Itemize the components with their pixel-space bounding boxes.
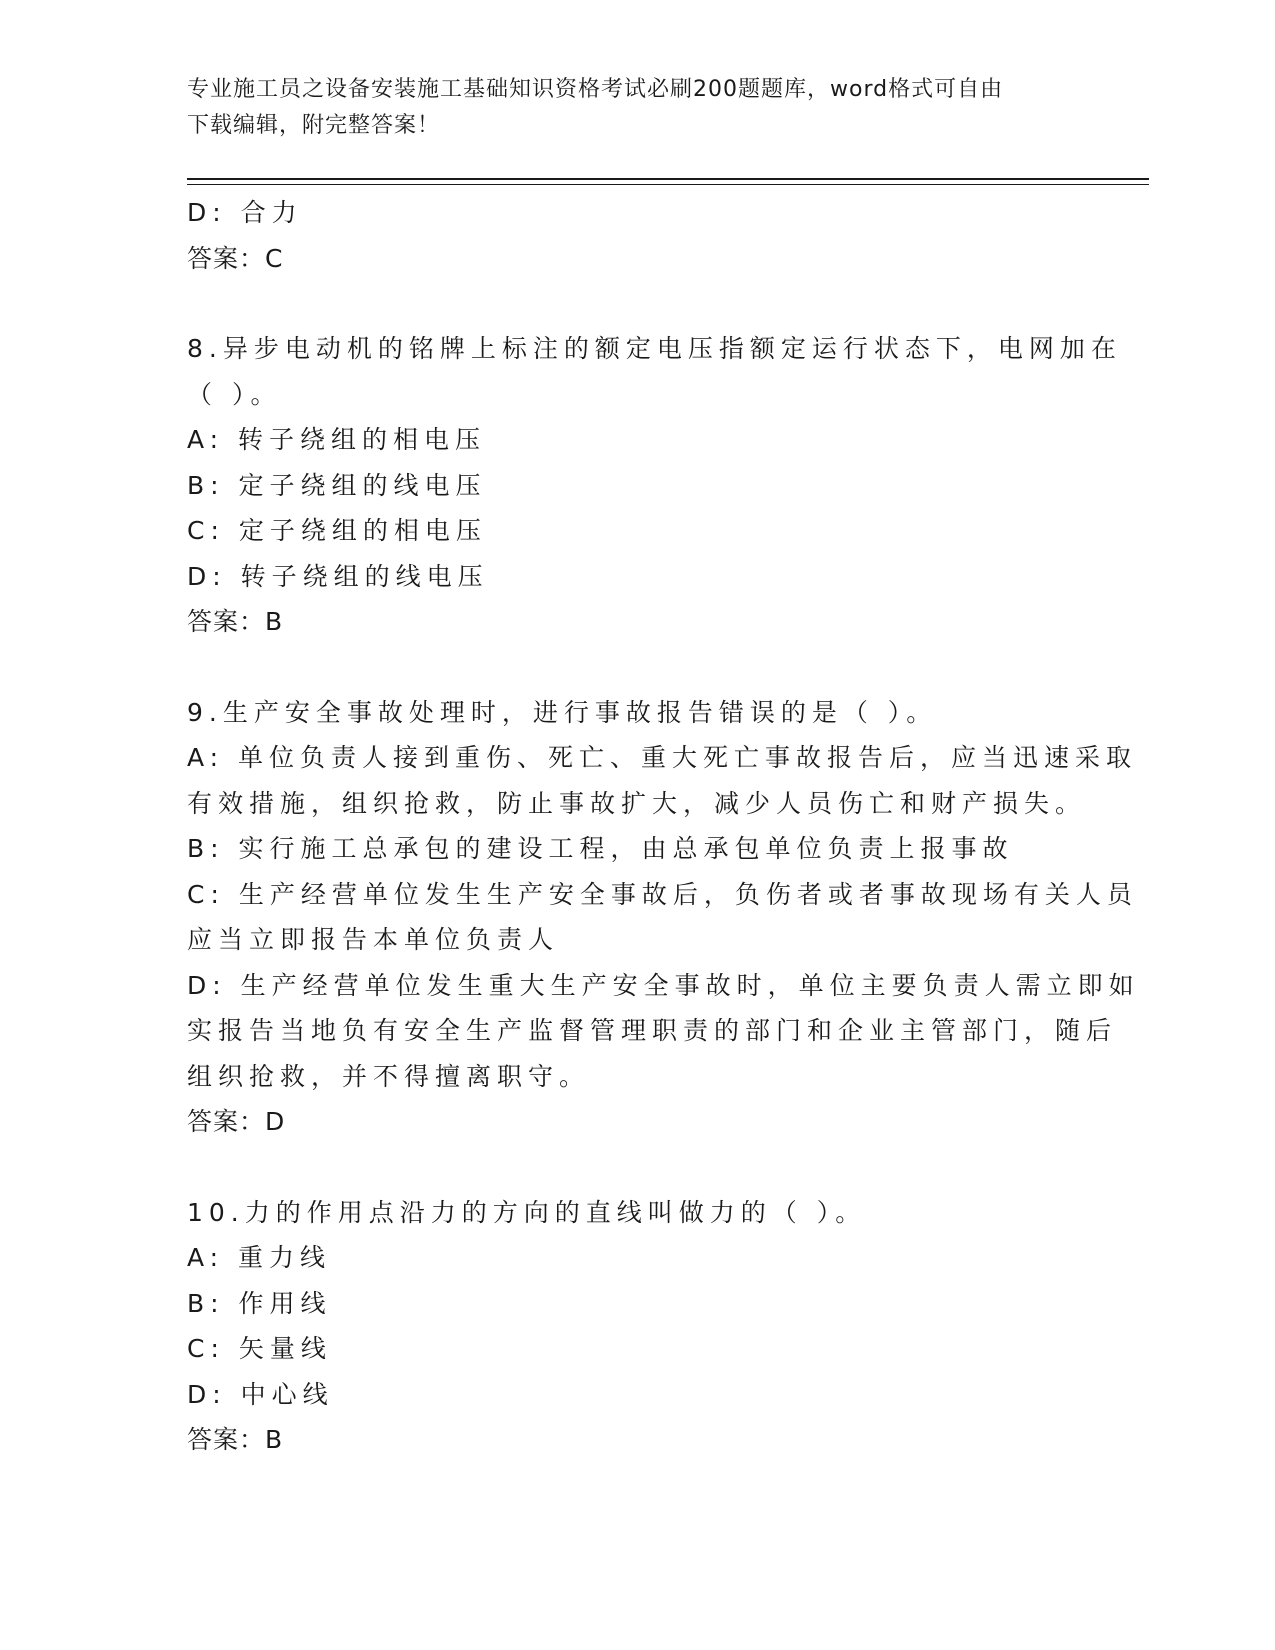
question-block <box>187 326 1122 690</box>
header-rule-thin <box>187 184 1149 185</box>
header-line-1: 专业施工员之设备安装施工基础知识资格考试必刷200题题库，word格式可自由 <box>187 77 1004 102</box>
question-stem: 10.力的作用点沿力的方向的直线叫做力的（ ）。 <box>187 1197 867 1227</box>
header-line-2: 下载编辑，附完整答案！ <box>187 113 441 138</box>
option-line: D: 中心线 <box>187 1379 334 1409</box>
option-line: 应当立即报告本单位负责人 <box>187 925 560 954</box>
option-line: C: 生产经营单位发生生产安全事故后，负伤者或者事故现场有关人员 <box>187 879 1138 909</box>
prev-answer: 答案：C <box>187 243 284 273</box>
option-line: C: 矢量线 <box>187 1334 332 1363</box>
answer-line: 答案：B <box>187 607 284 636</box>
question-content <box>187 190 1140 1463</box>
option-line: 有效措施，组织抢救，防止事故扩大，减少人员伤亡和财产损失。 <box>187 788 1087 818</box>
answer-line: 答案：B <box>187 1425 284 1454</box>
question-list <box>187 326 1140 1463</box>
question-stem: 8.异步电动机的铭牌上标注的额定电压指额定运行状态下，电网加在 <box>187 334 1122 363</box>
prev-option-d: D: 合力 <box>187 198 303 227</box>
question-stem: 9.生产安全事故处理时，进行事故报告错误的是（ ）。 <box>187 697 938 727</box>
header-rule-thick <box>187 178 1149 180</box>
option-line: A: 单位负责人接到重伤、死亡、重大死亡事故报告后，应当迅速采取 <box>187 743 1138 772</box>
option-line: C: 定子绕组的相电压 <box>187 516 487 545</box>
option-line: 实报告当地负有安全生产监督管理职责的部门和企业主管部门，随后 <box>187 1016 1118 1045</box>
spacer <box>187 281 1087 326</box>
option-line: A: 重力线 <box>187 1243 332 1272</box>
option-line: A: 转子绕组的相电压 <box>187 425 487 454</box>
question-block <box>187 690 1140 1190</box>
option-line: B: 实行施工总承包的建设工程，由总承包单位负责上报事故 <box>187 834 1014 863</box>
option-line: B: 作用线 <box>187 1288 332 1318</box>
document-header <box>187 72 1067 144</box>
option-line: 组织抢救，并不得擅离职守。 <box>187 1061 591 1091</box>
question-stem: （ ）。 <box>187 379 282 409</box>
spacer <box>187 1145 1087 1190</box>
option-line: B: 定子绕组的线电压 <box>187 470 487 500</box>
option-line: D: 转子绕组的线电压 <box>187 561 489 591</box>
option-line: D: 生产经营单位发生重大生产安全事故时，单位主要负责人需立即如 <box>187 970 1140 1000</box>
question-block <box>187 1190 1087 1463</box>
spacer <box>187 645 1087 690</box>
answer-line: 答案：D <box>187 1107 286 1136</box>
